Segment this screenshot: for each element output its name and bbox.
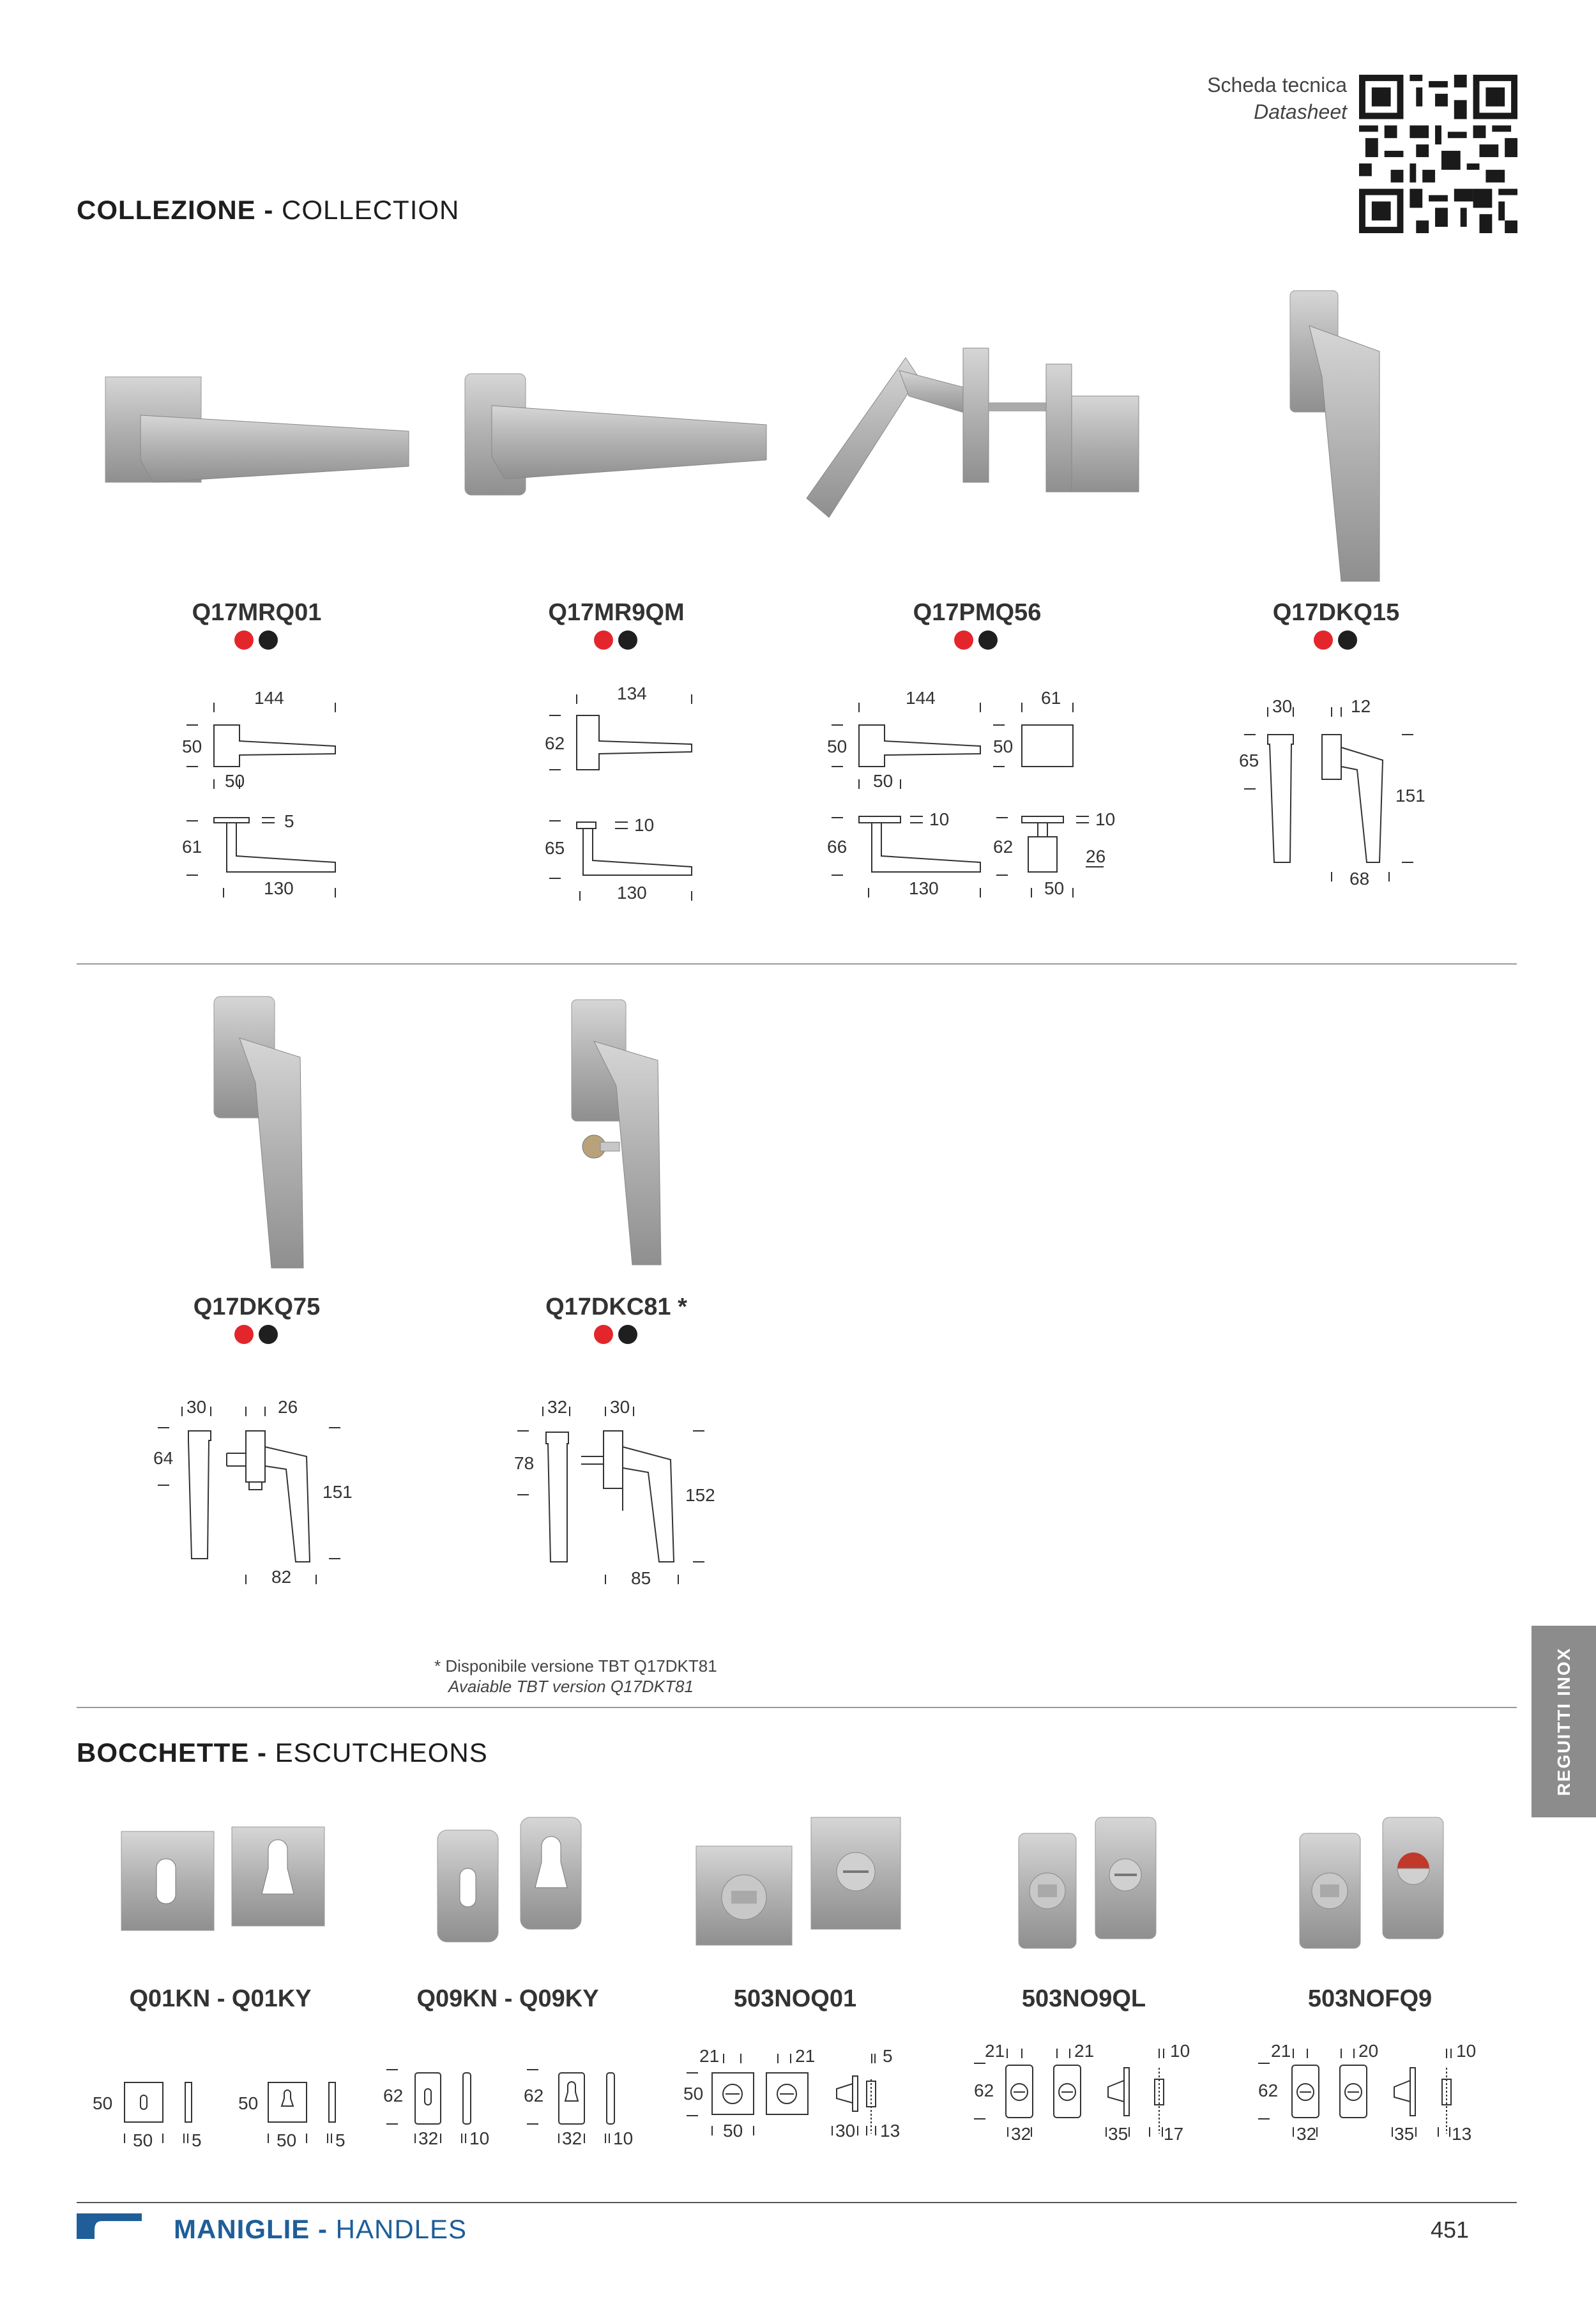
dim-label: 151 <box>1395 786 1425 806</box>
tbt-note-it: * Disponibile versione TBT Q17DKT81 <box>434 1656 717 1676</box>
technical-drawing-q09kn-q09ky <box>380 2051 648 2159</box>
product-code-q17mr9qm: Q17MR9QM <box>548 599 685 626</box>
dim-label: 62 <box>1258 2081 1279 2100</box>
dim-label: 62 <box>383 2086 404 2105</box>
dim-label: 32 <box>418 2128 439 2148</box>
product-photo-503no9ql <box>1015 1814 1162 1952</box>
product-photo-q09kn-q09ky <box>434 1814 588 1948</box>
product-photo-q17pmq56 <box>803 345 1148 524</box>
dim-label: 21 <box>985 2041 1005 2061</box>
dim-label: 32 <box>547 1397 568 1417</box>
dim-label: 61 <box>182 837 202 857</box>
technical-drawing-503no9ql <box>964 2041 1233 2159</box>
product-photo-q01kn-q01ky <box>118 1824 329 1939</box>
dim-label: 134 <box>617 684 647 703</box>
brand-logo-icon <box>77 2213 142 2239</box>
tbt-note <box>434 1656 717 1697</box>
product-code-503nofq9: 503NOFQ9 <box>1307 1985 1433 2012</box>
brand-side-tab <box>1531 1626 1596 1817</box>
dim-label: 10 <box>1170 2041 1190 2061</box>
dim-label: 50 <box>1044 878 1065 898</box>
technical-drawing-q17pmq56 <box>817 684 1116 913</box>
dim-label: 20 <box>1358 2041 1379 2061</box>
escutcheons-title-bold: BOCCHETTE - <box>77 1738 267 1768</box>
footer-title-bold: MANIGLIE - <box>174 2214 328 2244</box>
finish-swatches <box>234 1325 279 1344</box>
finish-red-swatch <box>1314 630 1333 650</box>
dim-label: 62 <box>545 733 565 753</box>
dim-label: 130 <box>264 878 294 898</box>
finish-swatches <box>954 630 999 650</box>
technical-drawing-q01kn-q01ky <box>89 2060 358 2162</box>
dim-label: 10 <box>1456 2041 1477 2061</box>
collection-title-bold: COLLEZIONE - <box>77 195 274 225</box>
dim-label: 5 <box>192 2130 202 2150</box>
product-photo-q17mr9qm <box>460 367 773 501</box>
dim-label: 50 <box>277 2130 297 2150</box>
dim-label: 85 <box>631 1568 651 1588</box>
finish-red-swatch <box>594 1325 613 1344</box>
dim-label: 21 <box>795 2046 816 2066</box>
collection-title-light: COLLECTION <box>282 195 460 225</box>
dim-label: 65 <box>545 838 565 858</box>
datasheet-label-en: Datasheet <box>1254 100 1347 123</box>
dim-label: 30 <box>1272 696 1293 716</box>
finish-red-swatch <box>954 630 973 650</box>
dim-label: 62 <box>993 837 1014 857</box>
product-photo-503nofq9 <box>1296 1814 1450 1952</box>
finish-black-swatch <box>259 630 278 650</box>
dim-label: 5 <box>335 2130 346 2150</box>
dim-label: 50 <box>182 737 202 756</box>
dim-label: 5 <box>284 811 294 831</box>
product-photo-q17dkc81 <box>565 997 674 1278</box>
dim-label: 21 <box>1074 2041 1095 2061</box>
section-divider <box>77 963 1517 965</box>
finish-black-swatch <box>259 1325 278 1344</box>
datasheet-label <box>1207 72 1347 125</box>
dim-label: 152 <box>685 1485 715 1505</box>
dim-label: 50 <box>873 771 893 791</box>
dim-label: 144 <box>254 688 284 708</box>
dim-label: 64 <box>153 1448 174 1468</box>
dim-label: 32 <box>562 2128 582 2148</box>
product-code-q17mrq01: Q17MRQ01 <box>192 599 322 626</box>
finish-black-swatch <box>618 1325 637 1344</box>
dim-label: 17 <box>1164 2124 1184 2144</box>
dim-label: 50 <box>993 737 1014 756</box>
dim-label: 26 <box>1086 846 1106 866</box>
brand-side-tab-label: REGUITTI INOX <box>1553 1647 1574 1796</box>
technical-drawing-q17dkq75 <box>150 1393 361 1603</box>
product-code-q01kn-q01ky: Q01KN - Q01KY <box>129 1985 312 2012</box>
dim-label: 30 <box>835 2121 856 2141</box>
product-photo-503noq01 <box>693 1814 904 1952</box>
dim-label: 13 <box>1452 2124 1472 2144</box>
page-number: 451 <box>1431 2217 1470 2243</box>
finish-black-swatch <box>618 630 637 650</box>
qr-code-icon[interactable] <box>1359 74 1517 234</box>
product-code-q17dkc81-text: Q17DKC81 <box>545 1294 671 1320</box>
section-divider <box>77 1707 1517 1708</box>
technical-drawing-q17mrq01 <box>172 684 351 913</box>
dim-label: 30 <box>186 1397 207 1417</box>
footer-divider <box>77 2202 1517 2203</box>
footer-title <box>174 2214 467 2245</box>
dim-label: 12 <box>1351 696 1371 716</box>
dim-label: 21 <box>1271 2041 1291 2061</box>
finish-black-swatch <box>1338 630 1357 650</box>
technical-drawing-q17dkc81 <box>511 1393 722 1603</box>
dim-label: 65 <box>1239 751 1259 770</box>
dim-label: 78 <box>514 1453 535 1473</box>
dim-label: 61 <box>1041 688 1061 708</box>
technical-drawing-503nofq9 <box>1249 2041 1517 2159</box>
dim-label: 32 <box>1011 2124 1031 2144</box>
dim-label: 50 <box>827 737 847 756</box>
product-code-503no9ql: 503NO9QL <box>1021 1985 1146 2012</box>
dim-label: 10 <box>634 815 655 835</box>
finish-swatches <box>594 630 639 650</box>
dim-label: 26 <box>278 1397 298 1417</box>
product-photo-q17dkq15 <box>1284 287 1392 588</box>
dim-label: 50 <box>225 771 245 791</box>
product-code-503noq01: 503NOQ01 <box>733 1985 857 2012</box>
finish-swatches <box>594 1325 639 1344</box>
dim-label: 50 <box>93 2093 113 2113</box>
dim-label: 151 <box>323 1482 353 1502</box>
finish-swatches <box>1314 630 1358 650</box>
product-code-q09kn-q09ky: Q09KN - Q09KY <box>416 1985 599 2012</box>
dim-label: 130 <box>909 878 939 898</box>
dim-label: 62 <box>524 2086 544 2105</box>
product-code-q17dkc81 <box>489 1294 744 1321</box>
product-photo-q17dkq75 <box>211 993 319 1274</box>
dim-label: 50 <box>238 2093 259 2113</box>
dim-label: 32 <box>1296 2124 1317 2144</box>
dim-label: 50 <box>683 2084 704 2104</box>
dim-label: 35 <box>1394 2124 1415 2144</box>
technical-drawing-q17dkq15 <box>1233 693 1443 897</box>
dim-label: 62 <box>974 2081 994 2100</box>
finish-swatches <box>234 630 279 650</box>
product-code-q17dkq75: Q17DKQ75 <box>193 1294 321 1320</box>
technical-drawing-503noq01 <box>677 2044 945 2159</box>
collection-title <box>77 195 459 225</box>
dim-label: 10 <box>1095 809 1116 829</box>
finish-red-swatch <box>234 1325 254 1344</box>
product-photo-q17mrq01 <box>102 370 415 492</box>
dim-label: 144 <box>906 688 936 708</box>
dim-label: 50 <box>133 2130 153 2150</box>
dim-label: 10 <box>929 809 950 829</box>
dim-label: 68 <box>1349 869 1370 889</box>
technical-drawing-q17mr9qm <box>535 680 714 917</box>
dim-label: 130 <box>617 883 647 903</box>
footer-title-light: HANDLES <box>335 2214 467 2244</box>
escutcheons-title-light: ESCUTCHEONS <box>275 1738 488 1768</box>
dim-label: 13 <box>880 2121 901 2141</box>
dim-label: 21 <box>699 2046 720 2066</box>
finish-red-swatch <box>594 630 613 650</box>
tbt-note-en: Avaiable TBT version Q17DKT81 <box>448 1677 694 1696</box>
dim-label: 10 <box>469 2128 490 2148</box>
dim-label: 30 <box>610 1397 630 1417</box>
dim-label: 82 <box>271 1567 292 1587</box>
product-code-q17pmq56: Q17PMQ56 <box>913 599 1042 626</box>
dim-label: 5 <box>883 2046 893 2066</box>
datasheet-label-it: Scheda tecnica <box>1207 73 1347 96</box>
product-code-q17dkq15: Q17DKQ15 <box>1272 599 1400 626</box>
asterisk-marker: * <box>678 1294 687 1320</box>
finish-red-swatch <box>234 630 254 650</box>
dim-label: 66 <box>827 837 847 857</box>
dim-label: 35 <box>1108 2124 1129 2144</box>
finish-black-swatch <box>978 630 998 650</box>
dim-label: 10 <box>613 2128 634 2148</box>
dim-label: 50 <box>723 2121 743 2141</box>
escutcheons-title <box>77 1738 488 1768</box>
